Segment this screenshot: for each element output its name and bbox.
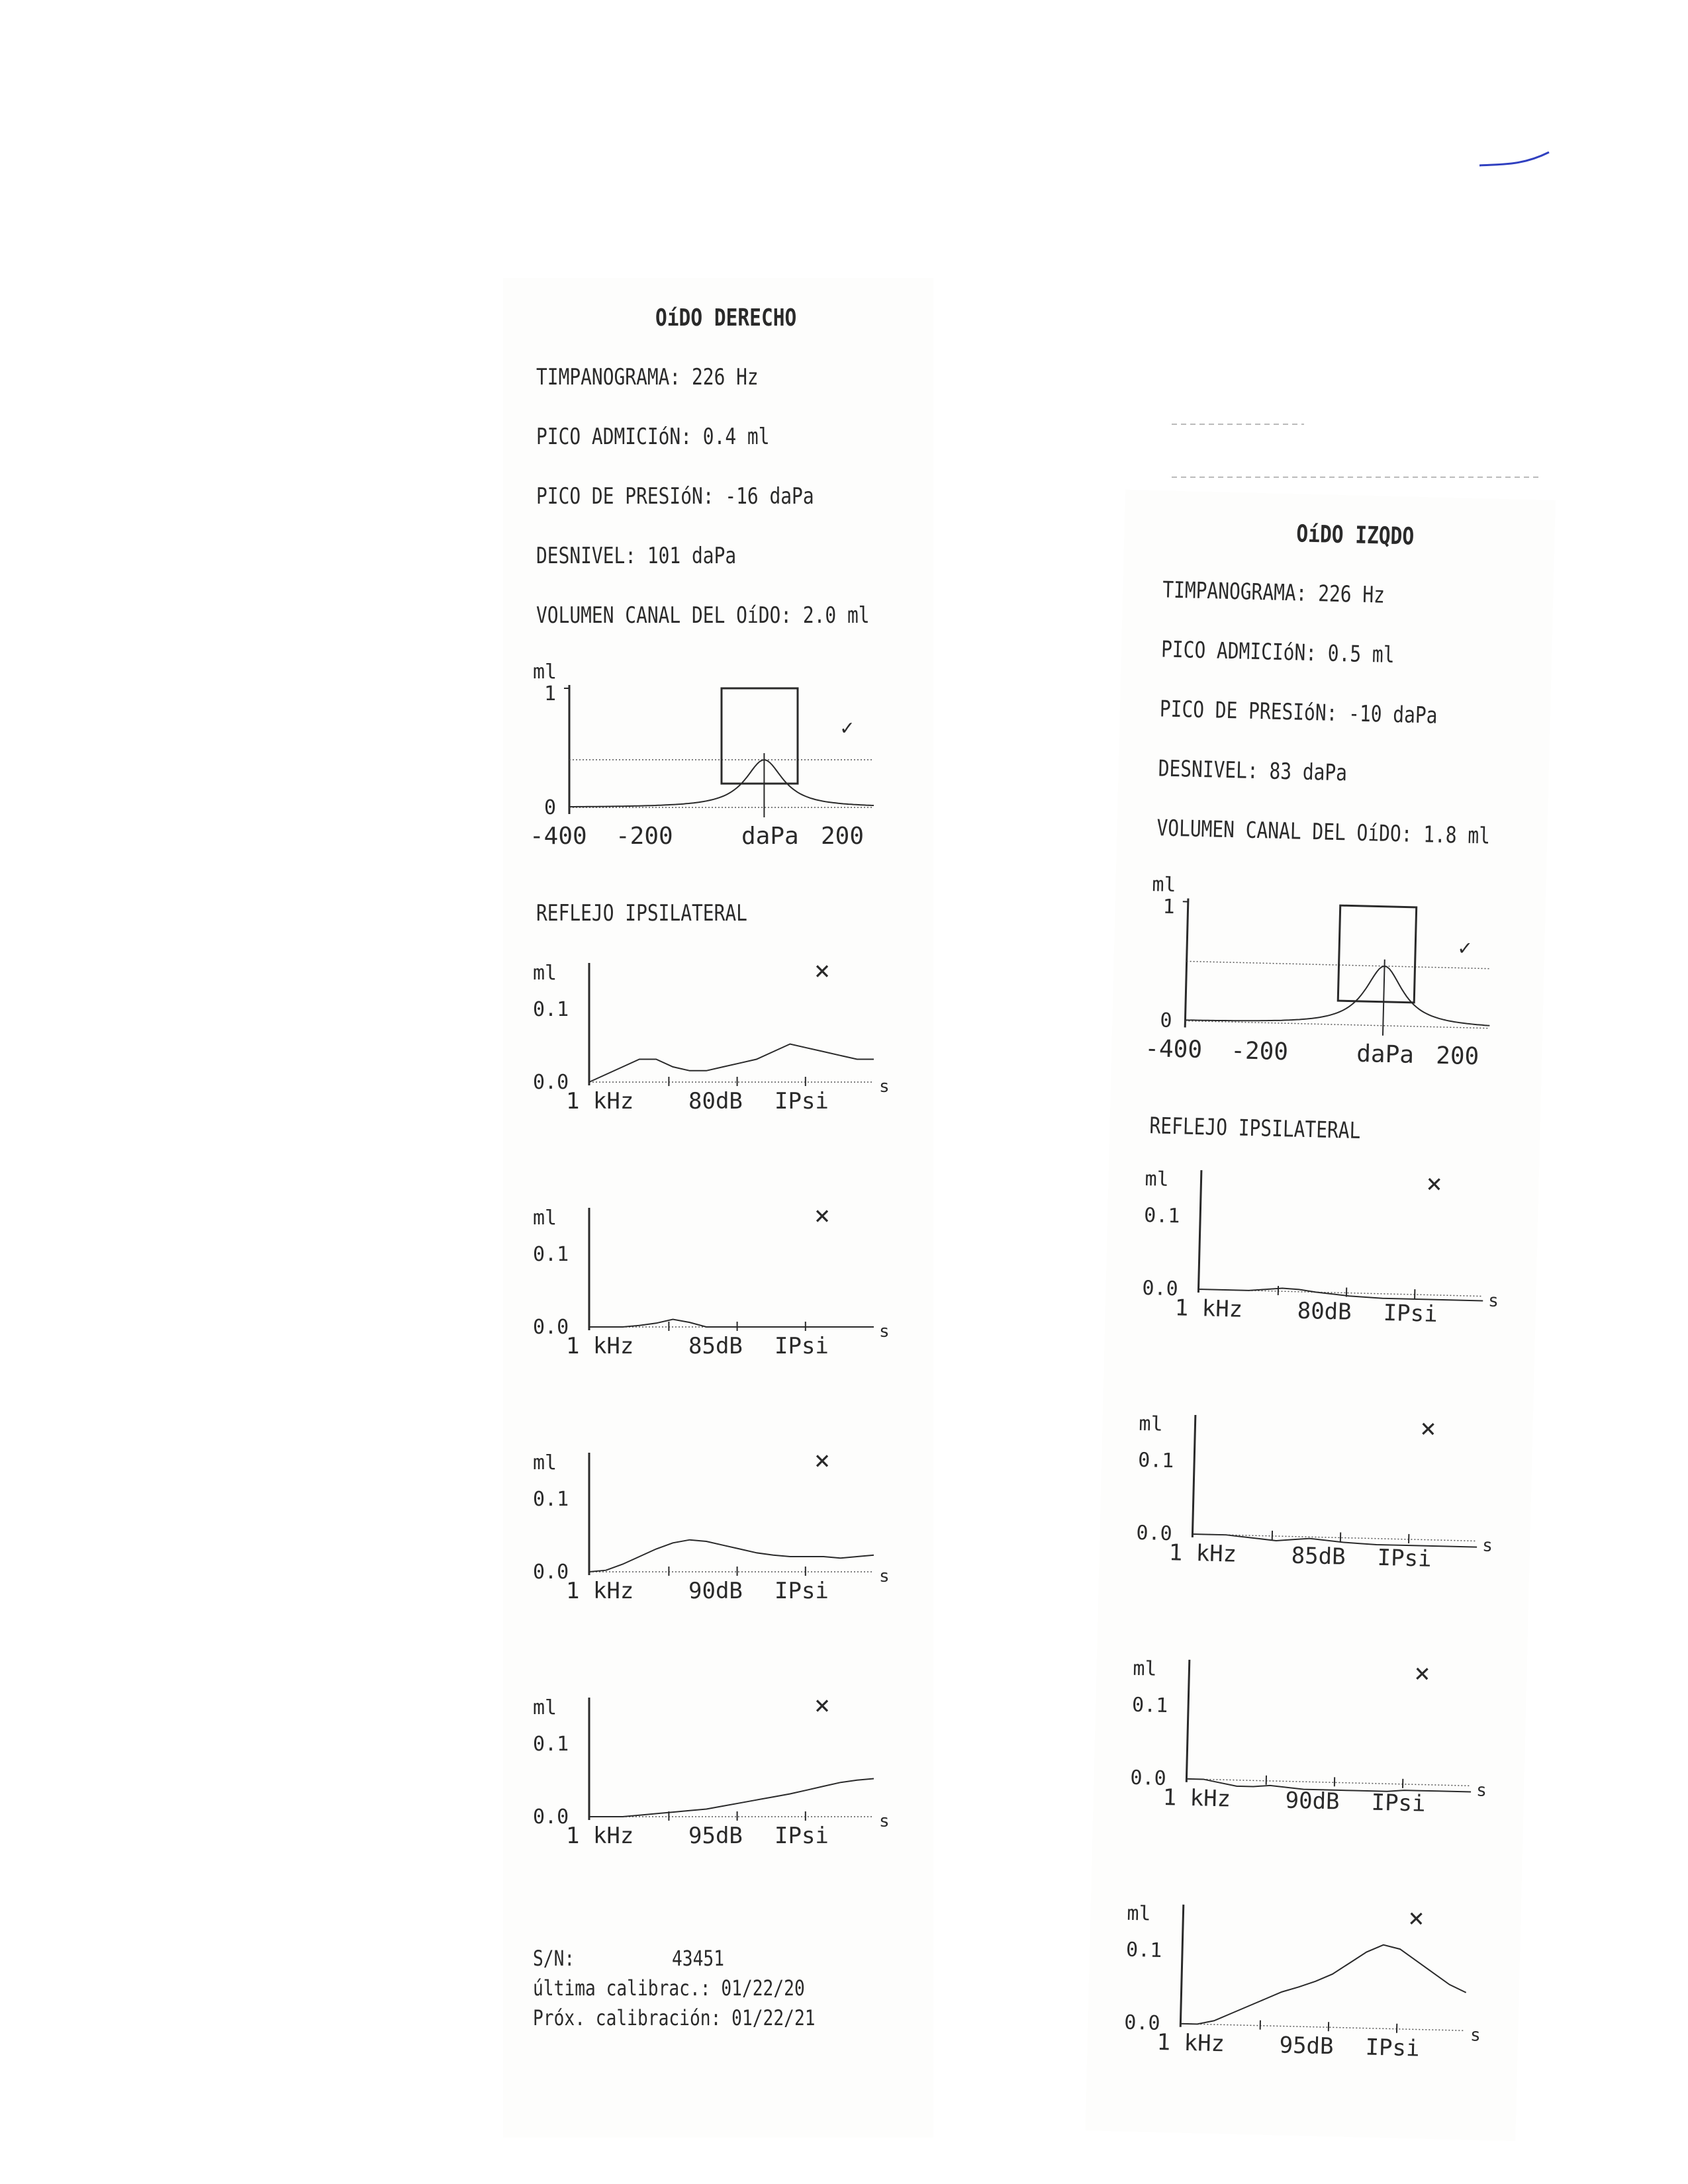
reflex-svg [530, 1688, 900, 1853]
peak-admittance: PICO ADMICIóN: 0.4 ml [536, 424, 770, 450]
no-response-mark: × [814, 956, 831, 986]
x-axis-unit: s [1481, 1535, 1493, 1557]
no-response-mark: × [1413, 1658, 1431, 1689]
stimulus-frequency: 1 kHz [566, 1823, 634, 1849]
y-tick-label: 0.1 [533, 1243, 569, 1266]
x-tick-label: -200 [1230, 1037, 1289, 1066]
y-tick-label: 0.1 [1125, 1938, 1162, 1963]
gradient: DESNIVEL: 101 daPa [536, 543, 737, 569]
x-tick-label: -200 [616, 823, 673, 850]
y-tick-label: 0.1 [1137, 1448, 1174, 1473]
y-tick-label: 0.0 [1136, 1521, 1173, 1546]
normal-range-box [1338, 905, 1416, 1003]
stimulus-frequency: 1 kHz [1156, 2028, 1225, 2058]
stimulus-level: 90dB [688, 1578, 743, 1604]
normal-range-box [722, 688, 798, 784]
pen-mark [1476, 139, 1556, 179]
reflex-svg [1138, 1159, 1513, 1334]
peak-pressure: PICO DE PRESIóN: -10 daPa [1159, 696, 1438, 729]
left-ear-title: OíDO IZQDO [1295, 520, 1415, 551]
stimulus-mode: IPsi [774, 1578, 829, 1604]
reflex-curve [589, 1779, 874, 1817]
y-axis-label: ml [1127, 1901, 1151, 1926]
stimulus-frequency: 1 kHz [566, 1578, 634, 1604]
y-axis [1185, 899, 1188, 1028]
y-tick-label: 0.1 [533, 1488, 569, 1511]
y-tick-label: 0.0 [1130, 1766, 1167, 1791]
x-axis-unit: s [879, 1077, 890, 1097]
y-tick-label: 1 [544, 682, 557, 705]
stimulus-frequency: 1 kHz [1162, 1784, 1231, 1813]
tympanogram-chart [1145, 868, 1520, 1075]
y-axis-label: ml [1152, 873, 1176, 897]
x-axis-unit: s [1476, 1780, 1487, 1801]
x-axis-unit: daPa [1356, 1040, 1415, 1069]
stimulus-mode: IPsi [774, 1823, 829, 1849]
next-calibration: Próx. calibración: 01/22/21 [533, 2005, 816, 2030]
stimulus-level: 85dB [688, 1333, 743, 1359]
last-calibration: última calibrac.: 01/22/20 [533, 1976, 805, 2001]
stimulus-frequency: 1 kHz [566, 1088, 634, 1115]
x-axis-unit: daPa [741, 823, 799, 850]
x-axis-unit: s [879, 1567, 890, 1586]
canal-volume: VOLUMEN CANAL DEL OíDO: 1.8 ml [1156, 815, 1491, 850]
peak-admittance: PICO ADMICIóN: 0.5 ml [1160, 636, 1395, 669]
tear-line [1172, 424, 1304, 425]
tympanogram-frequency: TIMPANOGRAMA: 226 Hz [536, 364, 759, 390]
stimulus-frequency: 1 kHz [566, 1333, 634, 1359]
x-axis-unit: s [1487, 1291, 1499, 1312]
reflex-chart-90db [530, 1443, 900, 1608]
y-tick-label: 0.0 [1123, 2011, 1161, 2035]
y-axis-label: ml [1145, 1167, 1170, 1191]
reflex-chart-85db [530, 1198, 900, 1363]
no-response-mark: × [814, 1445, 831, 1476]
right-ear-title: OíDO DERECHO [655, 304, 797, 332]
stimulus-level: 90dB [1285, 1787, 1340, 1815]
serial-number: 43451 [672, 1946, 724, 1971]
reflex-curve [589, 1320, 874, 1328]
y-axis [1192, 1415, 1196, 1537]
y-axis-label: ml [533, 1696, 557, 1719]
stimulus-level: 85dB [1291, 1542, 1346, 1570]
stimulus-frequency: 1 kHz [1168, 1539, 1237, 1568]
reflex-chart-80db [530, 953, 900, 1118]
y-tick-label: 0.0 [533, 1561, 569, 1584]
y-tick-label: 0.0 [533, 1071, 569, 1094]
pass-check-mark: ✓ [841, 715, 854, 740]
reflex-heading: REFLEJO IPSILATERAL [1149, 1113, 1361, 1144]
stimulus-mode: IPsi [1383, 1299, 1438, 1328]
y-tick-label: 0.1 [533, 998, 569, 1021]
y-axis [1186, 1660, 1190, 1782]
x-tick-label: 200 [1435, 1042, 1479, 1071]
y-axis [1180, 1905, 1184, 2027]
stimulus-level: 95dB [1279, 2032, 1334, 2060]
reflex-chart-95db [1120, 1893, 1495, 2068]
y-tick-label: 0.1 [533, 1733, 569, 1756]
tympanogram-chart [530, 655, 900, 854]
reflex-svg [1120, 1893, 1495, 2068]
y-axis-label: ml [1139, 1412, 1164, 1436]
x-tick-label: -400 [1144, 1034, 1203, 1064]
reflex-svg [530, 1198, 900, 1363]
stimulus-level: 95dB [688, 1823, 743, 1849]
reflex-chart-80db [1138, 1159, 1513, 1334]
x-axis-unit: s [879, 1322, 890, 1342]
stimulus-mode: IPsi [1365, 2034, 1420, 2062]
tympanogram-svg [530, 655, 900, 854]
reflex-chart-90db [1126, 1649, 1501, 1823]
stimulus-mode: IPsi [774, 1333, 829, 1359]
y-tick-label: 0.1 [1131, 1693, 1168, 1718]
baseline [1192, 1534, 1477, 1541]
y-tick-label: 0.1 [1143, 1204, 1180, 1228]
y-axis [1198, 1170, 1201, 1293]
pass-check-mark: ✓ [1458, 934, 1472, 960]
stimulus-frequency: 1 kHz [1174, 1295, 1243, 1323]
reflex-chart-95db [530, 1688, 900, 1853]
reflex-heading: REFLEJO IPSILATERAL [536, 900, 747, 927]
y-axis-label: ml [533, 1206, 557, 1230]
reflex-chart-85db [1132, 1404, 1507, 1578]
y-axis-label: ml [533, 660, 557, 684]
x-axis-unit: s [879, 1811, 890, 1831]
y-axis-label: ml [533, 962, 557, 985]
y-tick-label: 0 [1159, 1009, 1172, 1032]
stimulus-mode: IPsi [1377, 1544, 1432, 1572]
no-response-mark: × [1407, 1903, 1425, 1934]
reflex-svg [530, 953, 900, 1118]
y-tick-label: 0 [544, 796, 557, 819]
tear-line [1172, 477, 1542, 478]
canal-volume: VOLUMEN CANAL DEL OíDO: 2.0 ml [536, 602, 870, 629]
stimulus-level: 80dB [1297, 1297, 1352, 1326]
no-response-mark: × [814, 1690, 831, 1721]
peak-marker [1383, 960, 1385, 1036]
no-response-mark: × [814, 1201, 831, 1231]
reflex-svg [1132, 1404, 1507, 1578]
x-tick-label: 200 [821, 823, 865, 850]
baseline [1185, 1021, 1489, 1028]
x-tick-label: -400 [530, 823, 587, 850]
stimulus-level: 80dB [688, 1088, 743, 1115]
left-ear-printout [1085, 490, 1555, 2141]
reflex-curve [589, 1044, 874, 1083]
x-axis-unit: s [1470, 2025, 1481, 2046]
peak-pressure: PICO DE PRESIóN: -16 daPa [536, 483, 814, 510]
y-tick-label: 1 [1162, 895, 1176, 919]
y-tick-label: 0.0 [1142, 1276, 1179, 1301]
reflex-svg [1126, 1649, 1501, 1823]
baseline [1180, 2024, 1465, 2031]
reflex-svg [530, 1443, 900, 1608]
reflex-curve [1180, 1940, 1467, 2030]
right-ear-printout [503, 278, 933, 2138]
stimulus-mode: IPsi [774, 1088, 829, 1115]
tympanogram-frequency: TIMPANOGRAMA: 226 Hz [1162, 576, 1385, 609]
y-tick-label: 0.0 [533, 1805, 569, 1829]
tympanogram-svg [1145, 868, 1520, 1075]
y-axis-label: ml [533, 1451, 557, 1475]
no-response-mark: × [1419, 1413, 1437, 1444]
serial-label: S/N: [533, 1946, 575, 1971]
y-tick-label: 0.0 [533, 1316, 569, 1339]
y-axis-label: ml [1133, 1657, 1158, 1681]
stimulus-mode: IPsi [1371, 1789, 1427, 1817]
no-response-mark: × [1425, 1168, 1443, 1199]
reflex-curve [589, 1540, 874, 1572]
gradient: DESNIVEL: 83 daPa [1158, 755, 1348, 787]
